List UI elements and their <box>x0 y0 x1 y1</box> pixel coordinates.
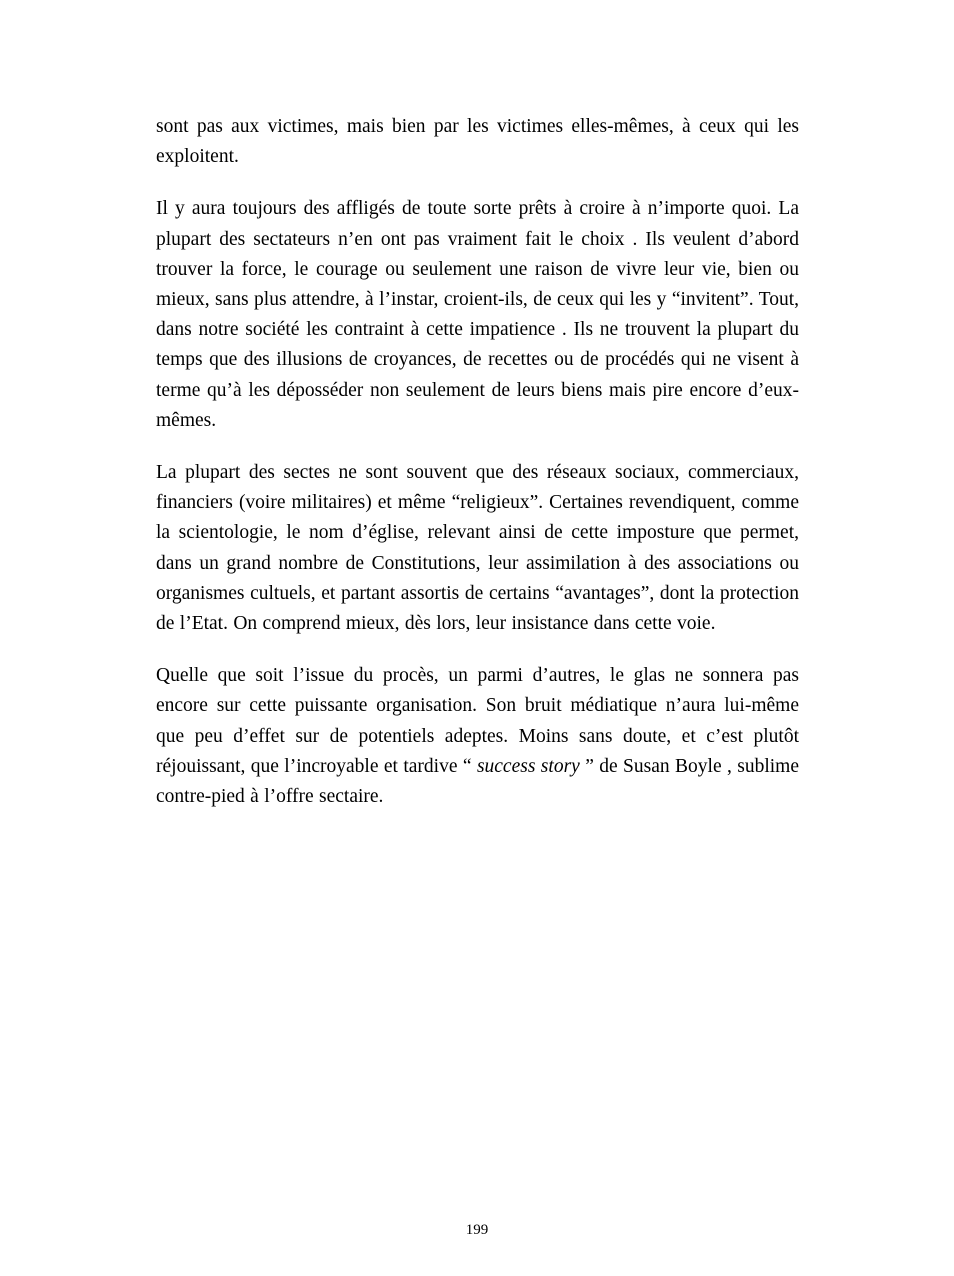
paragraph-4-part-2: ” de Susan Boyle , sublime contre-pied à l’offre sectaire. <box>156 755 799 808</box>
paragraph-4-emphasis: success story <box>476 755 580 777</box>
page-number: 199 <box>465 1222 489 1238</box>
paragraph-4 <box>156 661 799 812</box>
page-body <box>156 112 799 812</box>
paragraph-4-part-1: Quelle que soit l’issue du procès, un parmi d’autres, le glas ne sonnera pas encore sur cette puissante organisation. Son bruit médiatique n’aura lui-même que peu d’effet sur de potentiels adeptes. Moins sans doute, et c’est plutôt réjouissant, que l’incroyable et tardive “ <box>156 665 799 777</box>
paragraph-2: Il y aura toujours des affligés de toute sorte prêts à croire à n’importe quoi. La plupart des sectateurs n’en ont pas vraiment fait le choix . Ils veulent d’abord trouver la force, le courage ou seulement une raison de vivre leur vie, bien ou mieux, sans plus attendre, à l’instar, croient-ils, de ceux qui les y “invitent”. Tout, dans notre société les contraint à cette impatience . Ils ne trouvent la plupart du temps que des illusions de croyances, de recettes ou de procédés qui ne visent à terme qu’à les déposséder non seulement de leurs biens mais pire encore d’eux-mêmes. <box>156 198 799 431</box>
paragraph-1: sont pas aux victimes, mais bien par les victimes elles-mêmes, à ceux qui les exploitent. <box>156 116 799 168</box>
paragraph-3: La plupart des sectes ne sont souvent que des réseaux sociaux, commerciaux, financiers (voire militaires) et même “religieux”. Certaines revendiquent, comme la scientologie, le nom d’église, relevant ainsi de cette imposture que permet, dans un grand nombre de Constitutions, leur assimilation à des associations ou organismes cultuels, et partant assortis de certains “avantages”, dont la protection de l’Etat. On comprend mieux, dès lors, leur insistance dans cette voie. <box>156 462 799 635</box>
